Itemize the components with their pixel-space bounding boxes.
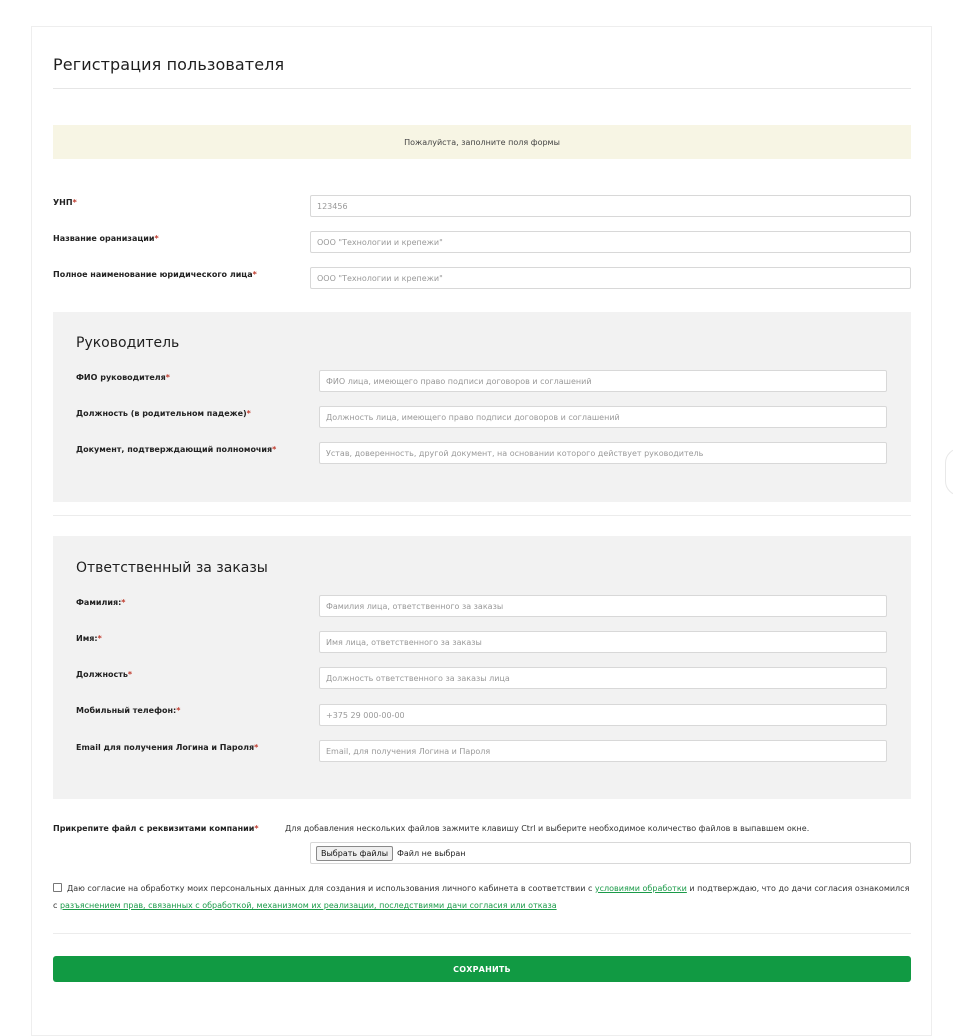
email-label: Email для получения Логина и Пароля* [76,743,259,752]
consent-text-2: и подтверждаю, что до дачи согласия ознакомился с [53,884,910,910]
consent-text-1: Даю согласие на обработку моих персональных данных для создания и использования личного кабинета в соответствии с [67,884,593,893]
scroll-handle [945,448,953,496]
unp-input[interactable]: 123456 [310,195,911,217]
director-position-label: Должность (в родительном падеже)* [76,409,251,418]
org-name-input[interactable]: ООО "Технологии и крепежи" [310,231,911,253]
director-fio-input[interactable]: ФИО лица, имеющего право подписи договоров и соглашений [319,370,887,392]
director-document-input[interactable]: Устав, доверенность, другой документ, на основании которого действует руководитель [319,442,887,464]
name-label: Имя:* [76,634,102,643]
director-title: Руководитель [76,335,180,351]
consent-block [53,880,913,914]
rights-explanation-link[interactable]: разъяснением прав, связанных с обработкой, механизмом их реализации, последствиями дачи согласия или отказа [59,901,557,910]
position-input[interactable]: Должность ответственного за заказы лица [319,667,887,689]
file-status: Файл не выбран [397,848,466,858]
consent-checkbox[interactable] [53,883,62,892]
unp-label: УНП* [53,198,77,207]
director-position-input[interactable]: Должность лица, имеющего право подписи договоров и соглашений [319,406,887,428]
email-input[interactable]: Email, для получения Логина и Пароля [319,740,887,762]
phone-label: Мобильный телефон:* [76,706,181,715]
orders-title: Ответственный за заказы [76,560,268,576]
page-title: Регистрация пользователя [53,55,285,74]
notice-text: Пожалуйста, заполните поля формы [404,137,560,147]
surname-label: Фамилия:* [76,598,126,607]
director-document-label: Документ, подтверждающий полномочия* [76,445,277,454]
title-divider [53,88,911,89]
attachment-hint: Для добавления нескольких файлов зажмите клавишу Ctrl и выберите необходимое количество файлов в выпавшем окне. [285,824,810,833]
choose-files-button[interactable]: Выбрать файлы [316,846,393,861]
form-notice [53,125,911,159]
attachment-label: Прикрепите файл с реквизитами компании* [53,824,259,833]
file-input [310,842,911,864]
consent-divider [53,933,911,934]
processing-terms-link[interactable]: условиями обработки [594,884,687,893]
name-input[interactable]: Имя лица, ответственного за заказы [319,631,887,653]
org-name-label: Название оранизации* [53,234,159,243]
legal-name-label: Полное наименование юридического лица* [53,270,257,279]
position-label: Должность* [76,670,133,679]
surname-input[interactable]: Фамилия лица, ответственного за заказы [319,595,887,617]
save-button-label: СОХРАНИТЬ [453,964,511,974]
director-fio-label: ФИО руководителя* [76,373,170,382]
section-divider [53,515,911,516]
legal-name-input[interactable]: ООО "Технологии и крепежи" [310,267,911,289]
save-button[interactable] [53,956,911,982]
phone-input[interactable]: +375 29 000-00-00 [319,704,887,726]
